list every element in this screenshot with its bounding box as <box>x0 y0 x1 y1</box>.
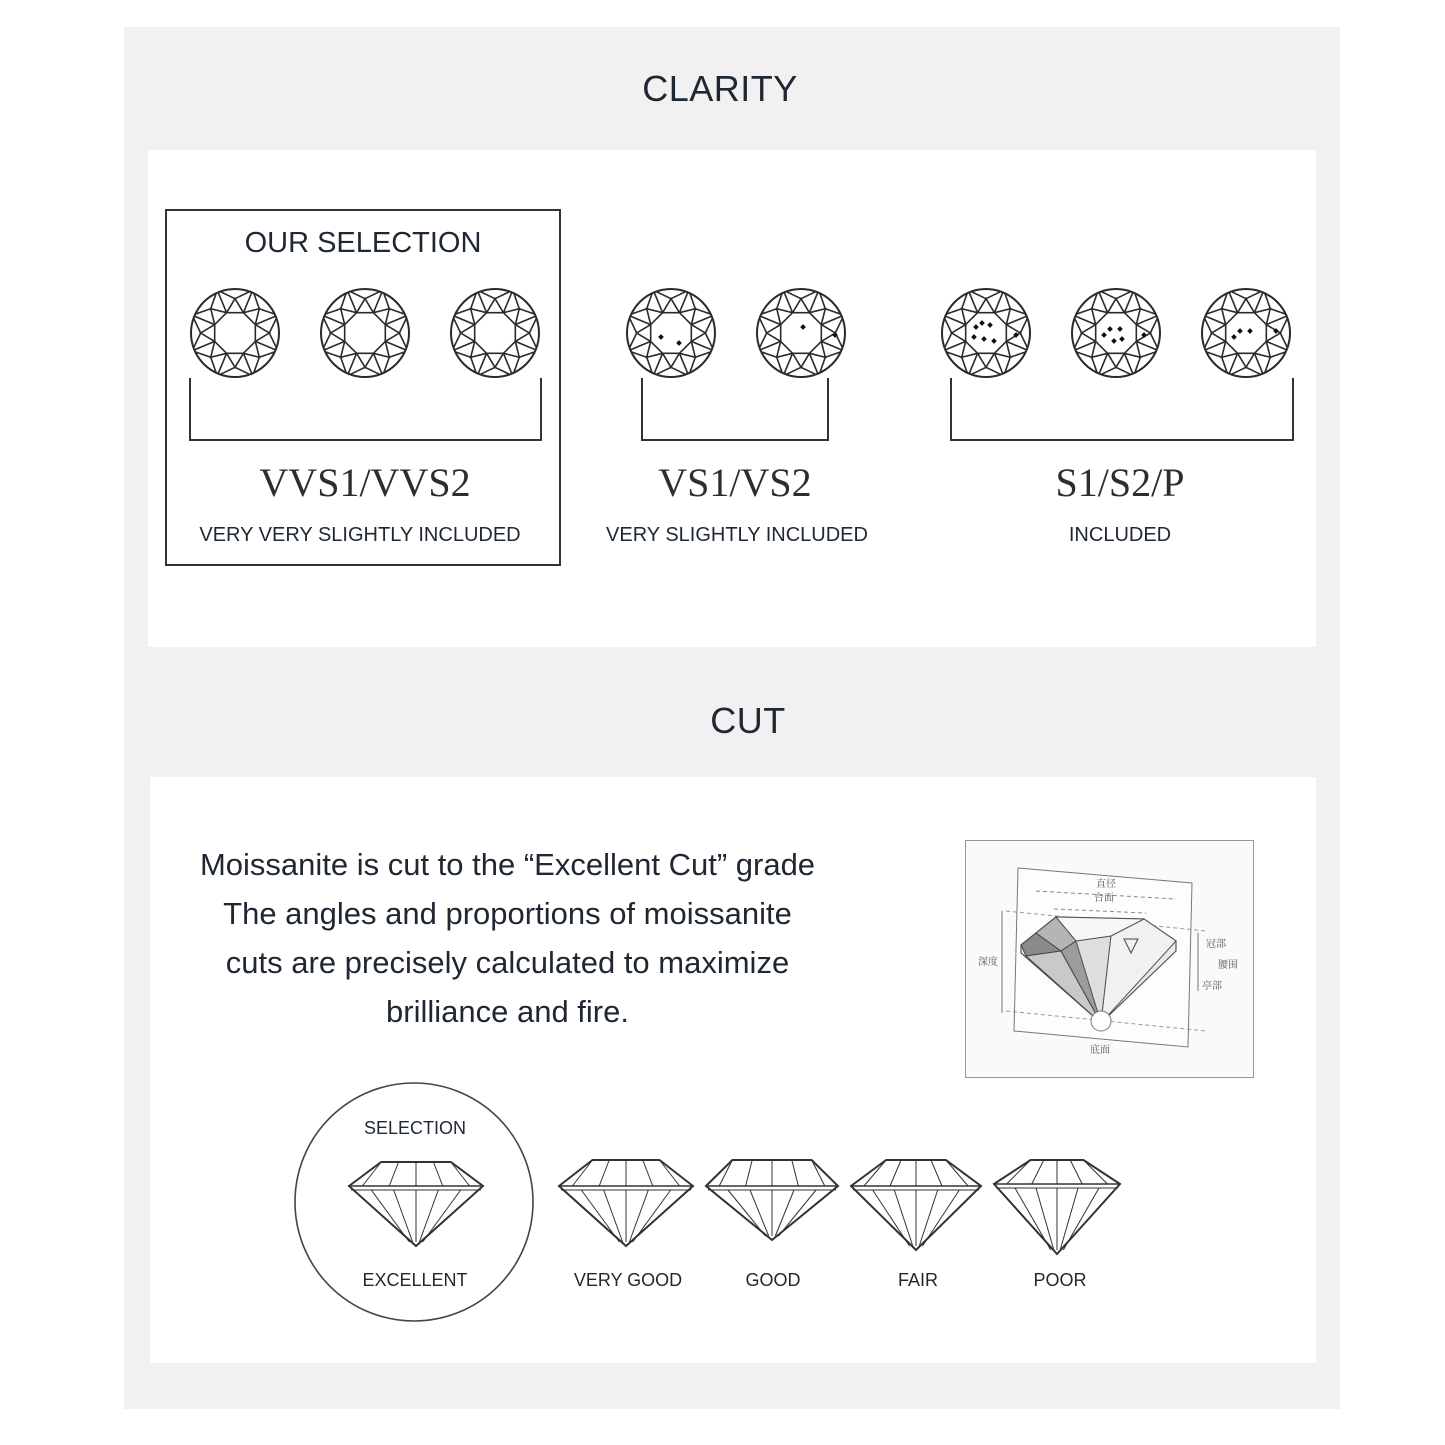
grade-label-vs: VERY SLIGHTLY INCLUDED <box>606 524 868 546</box>
diamond-side-view-icon <box>706 1160 838 1240</box>
cut-selection-label: SELECTION <box>363 1118 467 1138</box>
diagram-label-girdle: 腰围 <box>1218 960 1238 971</box>
grade-code-si: S1/S2/P <box>1055 460 1185 505</box>
diamond-side-view-icon <box>559 1160 693 1246</box>
diagram-label-diameter: 直径 <box>1096 879 1116 890</box>
cut-description-line: Moissanite is cut to the “Excellent Cut” grade <box>199 847 816 882</box>
diamond-side-view-icon <box>851 1160 981 1250</box>
diagram-label-table: 台面 <box>1094 893 1114 904</box>
grade-label-vvs: VERY VERY SLIGHTLY INCLUDED <box>199 524 521 546</box>
clarity-title: CLARITY <box>642 68 798 109</box>
cut-grade-excellent: EXCELLENT <box>362 1270 468 1290</box>
grade-code-vs: VS1/VS2 <box>658 460 812 505</box>
cut-grade-very-good: VERY GOOD <box>573 1270 683 1290</box>
our-selection-label: OUR SELECTION <box>244 227 482 259</box>
grade-code-vvs: VVS1/VVS2 <box>259 460 471 505</box>
diamond-side-view-icon <box>349 1162 483 1246</box>
cut-grade-good: GOOD <box>745 1270 801 1290</box>
diagram-label-depth: 深度 <box>978 957 998 968</box>
diamond-side-view-icon <box>994 1160 1120 1254</box>
diagram-label-pavilion: 亭部 <box>1202 981 1222 992</box>
cut-description-line: brilliance and fire. <box>386 994 629 1029</box>
grade-label-si: INCLUDED <box>1068 524 1172 546</box>
diagram-label-crown: 冠部 <box>1206 939 1226 950</box>
cut-description-line: The angles and proportions of moissanite <box>223 896 792 931</box>
diagram-label-culet: 底面 <box>1090 1045 1110 1056</box>
cut-description-line: cuts are precisely calculated to maximize <box>225 945 790 980</box>
cut-title: CUT <box>710 700 786 741</box>
cut-grade-poor: POOR <box>1033 1270 1087 1290</box>
cut-grade-fair: FAIR <box>897 1270 938 1290</box>
